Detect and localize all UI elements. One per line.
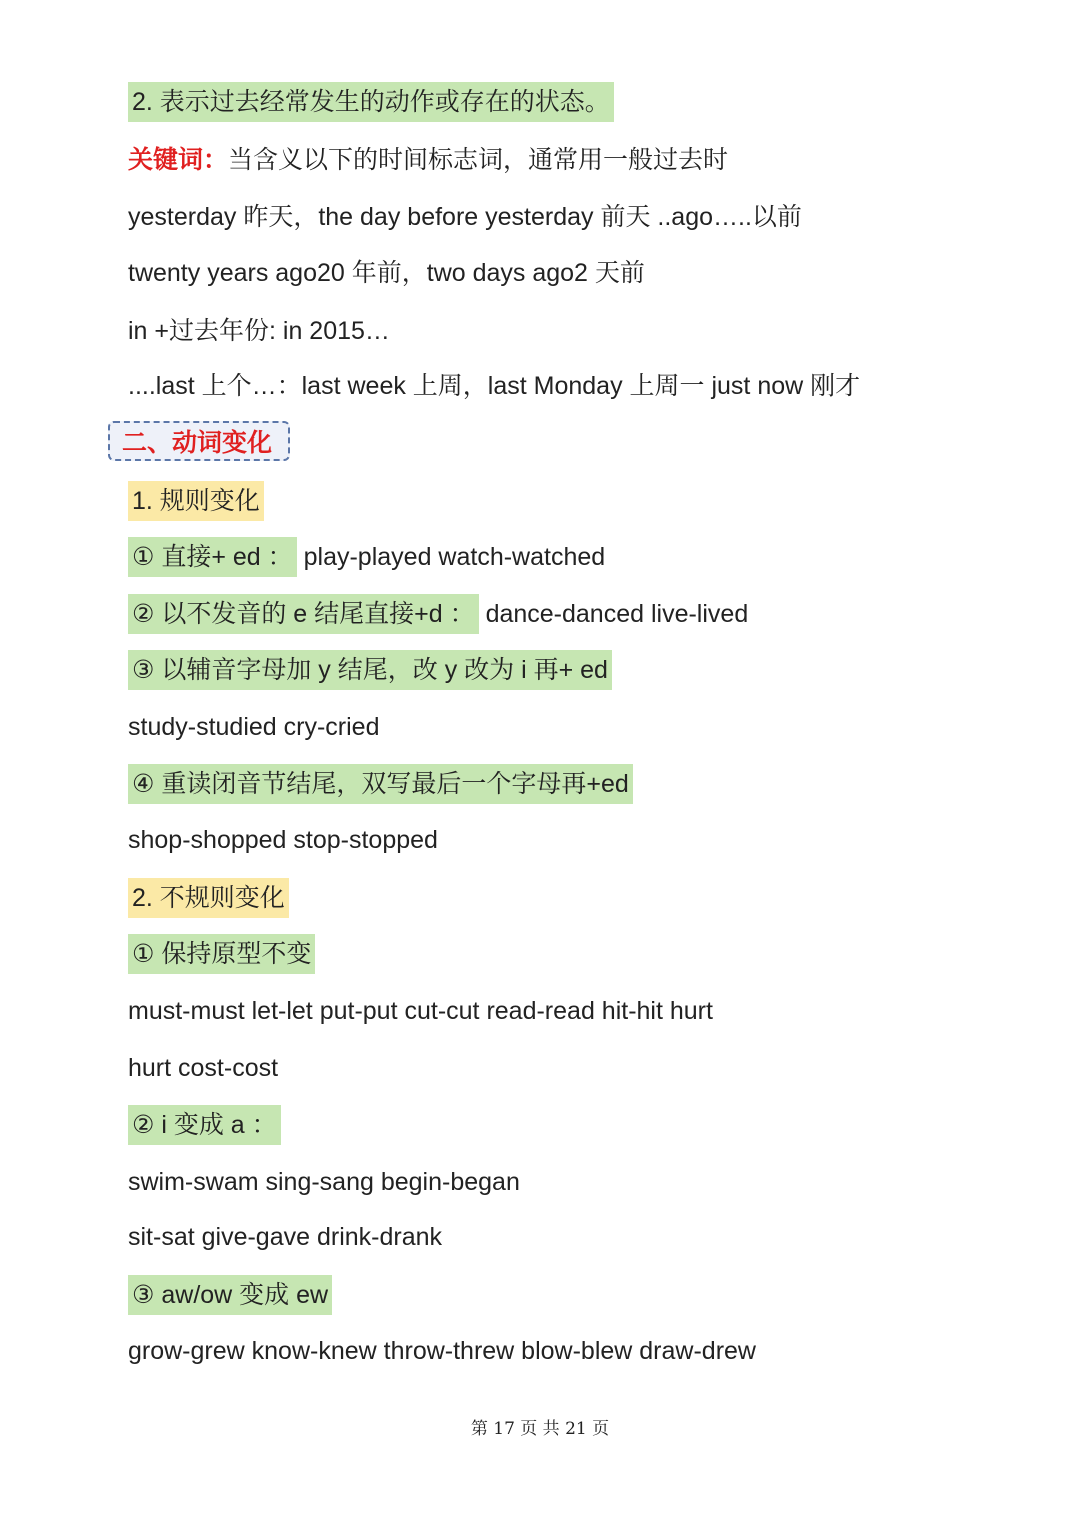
- irregular-rule-3-label: ③ aw/ow 变成 ew: [128, 1275, 332, 1315]
- rule-3-label: ③ 以辅音字母加 y 结尾，改 y 改为 i 再+ ed: [128, 650, 612, 690]
- irregular-rule-2: [128, 1105, 281, 1145]
- irregular-heading-text: 2. 不规则变化: [128, 878, 289, 918]
- irregular-rule-1: [128, 934, 315, 974]
- irregular-rule-1-examples-a: must-must let-let put-put cut-cut read-read hit-hit hurt: [128, 997, 713, 1025]
- usage-point-2: [128, 82, 614, 122]
- time-words-line-2: twenty years ago20 年前，two days ago2 天前: [128, 259, 645, 287]
- irregular-heading: [128, 878, 289, 918]
- time-words-line-4: ....last 上个…：last week 上周，last Monday 上周一 just now 刚才: [128, 372, 861, 400]
- rule-1-examples: play-played watch-watched: [303, 543, 606, 571]
- usage-point-2-text: 2. 表示过去经常发生的动作或存在的状态。: [128, 82, 614, 122]
- time-words-line-3: in +过去年份: in 2015…: [128, 317, 390, 345]
- rule-4-label: ④ 重读闭音节结尾，双写最后一个字母再+ed: [128, 764, 633, 804]
- rule-3-examples: study-studied cry-cried: [128, 713, 380, 741]
- time-words-line-1: yesterday 昨天，the day before yesterday 前天 ..ago…..以前: [128, 203, 802, 231]
- keywords-label: 关键词：: [128, 146, 229, 174]
- keywords-text: 当含义以下的时间标志词，通常用一般过去时: [228, 146, 729, 174]
- irregular-rule-2-label: ② i 变成 a ：: [128, 1105, 281, 1145]
- irregular-rule-2-examples-b: sit-sat give-gave drink-drank: [128, 1223, 443, 1251]
- irregular-rule-3-examples: grow-grew know-knew throw-threw blow-blew draw-drew: [128, 1337, 756, 1365]
- irregular-rule-2-examples-a: swim-swam sing-sang begin-began: [128, 1168, 520, 1196]
- rule-3: [128, 650, 612, 690]
- rule-1: [128, 537, 605, 577]
- regular-heading-text: 1. 规则变化: [128, 481, 264, 521]
- rule-4-examples: shop-shopped stop-stopped: [128, 826, 438, 854]
- irregular-rule-3: [128, 1275, 332, 1315]
- page-number: 第 17 页 共 21 页: [470, 1419, 610, 1439]
- rule-4: [128, 764, 633, 804]
- regular-heading: [128, 481, 264, 521]
- rule-2-label: ② 以不发音的 e 结尾直接+d ：: [128, 594, 479, 634]
- keywords-line: [128, 140, 728, 180]
- rule-1-label: ① 直接+ ed ：: [128, 537, 297, 577]
- rule-2: [128, 594, 748, 634]
- irregular-rule-1-examples-b: hurt cost-cost: [128, 1054, 279, 1082]
- section-title-verb-changes: 二、动词变化: [108, 421, 290, 461]
- rule-2-examples: dance-danced live-lived: [485, 600, 749, 628]
- irregular-rule-1-label: ① 保持原型不变: [128, 934, 315, 974]
